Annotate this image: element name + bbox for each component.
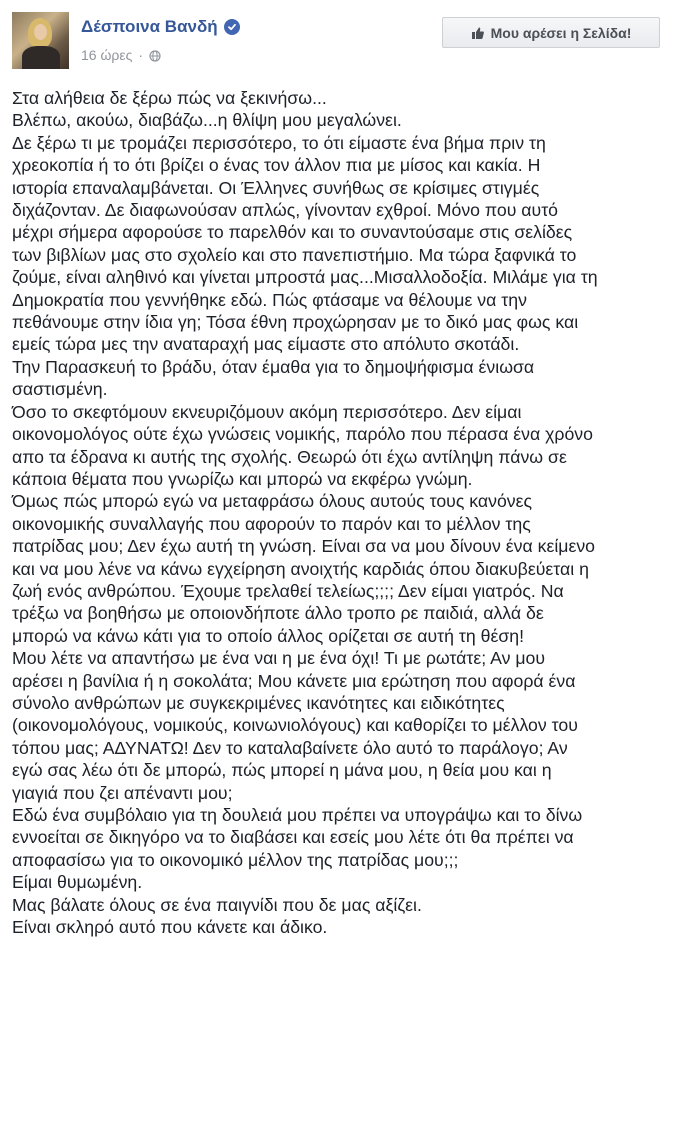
post-text-line: ιστορία επαναλαμβάνεται. Οι Έλληνες συνήθως σε κρίσιμες στιγμές	[12, 177, 540, 198]
post-text-line: (οικονομολόγους, νομικούς, κοινωνιολόγους) και καθορίζει το μέλλον του	[12, 715, 578, 736]
post-text-line: Όσο το σκεφτόμουν εκνευριζόμουν ακόμη περισσότερο. Δεν είμαι	[12, 401, 522, 422]
avatar-face	[34, 24, 47, 40]
post-text-line: πατρίδας μου; Δεν έχω αυτή τη γνώση. Είναι σα να μου δίνουν ένα κείμενο	[12, 536, 596, 557]
post-text-line: Στα αλήθεια δε ξέρω πώς να ξεκινήσω...	[12, 88, 327, 108]
post-text-line: ζωή ενός ανθρώπου. Έχουμε τρελαθεί τελείως;;;; Δεν είμαι γιατρός. Να	[12, 580, 564, 601]
avatar[interactable]	[12, 12, 69, 69]
post-text-line: τόπου μας; ΑΔΥΝΑΤΩ! Δεν το καταλαβαίνετε όλο αυτό το παράλογο; Αν	[12, 737, 568, 758]
post-text-line: σαστισμένη.	[12, 379, 108, 400]
avatar-body	[22, 46, 60, 69]
verified-badge-icon	[224, 19, 240, 35]
post-text	[12, 87, 692, 938]
post-text-line: χρεοκοπία ή το ότι βρίζει ο ένας τον άλλον πια με μίσος και κακία. Η	[12, 155, 541, 176]
post-text-line: Μας βάλατε όλους σε ένα παιγνίδι που δε μας αξίζει.	[12, 894, 422, 915]
meta-separator: ·	[138, 47, 144, 63]
post-text-line: πεθάνουμε στην ίδια γη; Τόσα έθνη προχώρησαν με το δικό μας φως και	[12, 312, 579, 333]
post-text-line: γιαγιά που ζει απέναντι μου;	[12, 782, 233, 803]
like-page-label: Μου αρέσει η Σελίδα!	[490, 24, 632, 41]
post-text-line: κάποια θέματα που γνωρίζω και μπορώ να εκφέρω γνώμη.	[12, 468, 473, 489]
globe-icon[interactable]	[149, 49, 161, 61]
post-text-line: εννοείται σε δικηγόρο να το διαβάσει και εσείς μου λέτε ότι θα πρέπει να	[12, 827, 574, 848]
post-text-line: ζούμε, είναι αληθινό και γίνεται μπροστά μας...Μισαλλοδοξία. Μιλάμε για τη	[12, 267, 598, 288]
post-text-line: τρέξω να βοηθήσω με οποιονδήποτε άλλο τροπο ρε παιδιά, αλλά δε	[12, 603, 544, 624]
post-text-line: διχάζονταν. Δε διαφωνούσαν απλώς, γίνονταν εχθροί. Μόνο που αυτό	[12, 200, 559, 221]
post-text-line: Την Παρασκευή το βράδυ, όταν έμαθα για το δημοψήφισμα ένιωσα	[12, 356, 535, 377]
post-text-line: Είναι σκληρό αυτό που κάνετε και άδικο.	[12, 917, 328, 938]
post-text-line: εμείς τώρα μες την αναταραχή μας είμαστε στο απόλυτο σκοτάδι.	[12, 334, 520, 355]
post-text-line: αποφασίσω για το οικονομικό μέλλον της πατρίδας μου;;;	[12, 849, 459, 870]
post-timestamp[interactable]: 16 ώρες	[81, 47, 133, 63]
post-text-line: οικονομικής συναλλαγής που αφορούν το παρόν και το μέλλον της	[12, 513, 531, 534]
author-block	[81, 17, 240, 37]
post-text-line: οικονομολόγος ούτε έχω γνώσεις νομικής, παρόλο που πέρασα ένα χρόνο	[12, 424, 593, 445]
post-text-line: Όμως πώς μπορώ εγώ να μεταφράσω όλους αυτούς τους κανόνες	[12, 491, 533, 512]
post-text-line: σύνολο ανθρώπων με συγκεκριμένες ικανότητες και ειδικότητες	[12, 692, 505, 713]
post-text-line: Μου λέτε να απαντήσω με ένα ναι η με ένα όχι! Τι με ρωτάτε; Αν μου	[12, 648, 546, 669]
post-text-line: Είμαι θυμωμένη.	[12, 872, 143, 893]
post-text-line: εγώ σας λέω ότι δε μπορώ, πώς μπορεί η μάνα μου, η θεία μου και η	[12, 760, 552, 781]
post-text-line: Δημοκρατία που γεννήθηκε εδώ. Πώς φτάσαμε να θέλουμε να την	[12, 289, 527, 310]
post-text-line: αρέσει η βανίλια ή η σοκολάτα; Μου κάνετε μια ερώτηση που αφορά ένα	[12, 670, 576, 691]
post-text-line: μέχρι σήμερα αφορούσε το παρελθόν και το συναντούσαμε στις σελίδες	[12, 222, 573, 243]
post-text-line: απο τα έδρανα κι αυτής της σχολής. Θεωρώ ότι έχω αντίληψη πάνω σε	[12, 446, 567, 467]
post-text-line: Δε ξέρω τι με τρομάζει περισσότερο, το ότι είμαστε ένα βήμα πριν τη	[12, 132, 546, 153]
post-text-line: των βιβλίων μας στο σχολείο και στο πανεπιστήμιο. Μα τώρα ξαφνικά το	[12, 244, 577, 265]
post-text-line: Βλέπω, ακούω, διαβάζω...η θλίψη μου μεγαλώνει.	[12, 110, 402, 131]
post-text-line: Εδώ ένα συμβόλαιο για τη δουλειά μου πρέπει να υπογράψω και το δίνω	[12, 805, 583, 825]
post-header	[0, 0, 700, 75]
author-name[interactable]: Δέσποινα Βανδή	[81, 17, 218, 36]
like-page-button[interactable]	[442, 17, 660, 48]
post-meta	[81, 47, 161, 63]
post-text-line: και να μου λένε να κάνω εγχείρηση ανοιχτής καρδιάς όπου διακυβεύεται η	[12, 558, 589, 579]
thumbs-up-icon	[471, 26, 485, 40]
post-text-line: μπορώ να κάνω κάτι για το οποίο άλλος ορίζεται σε αυτή τη θέση!	[12, 625, 525, 646]
